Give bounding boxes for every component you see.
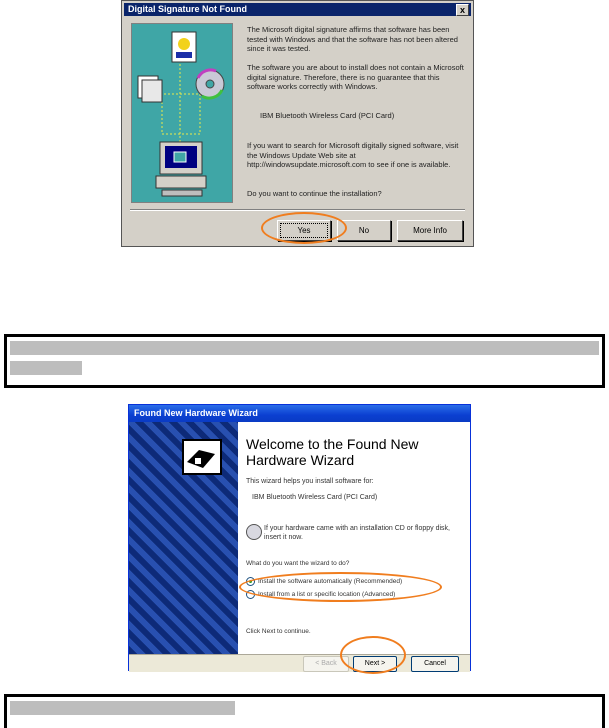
- wizard-question: What do you want the wizard to do?: [246, 560, 350, 567]
- instruction-line-shade: [10, 701, 235, 715]
- hardware-icon: [129, 422, 238, 654]
- wizard-intro-text: This wizard helps you install software for:: [246, 478, 374, 485]
- wizard-side-banner: [129, 422, 238, 654]
- wizard-title: Found New Hardware Wizard: [134, 408, 258, 418]
- yes-button-highlight: [261, 212, 347, 244]
- cd-insert-note: If your hardware came with an installation CD or floppy disk, insert it now.: [264, 525, 450, 541]
- wizard-title-bar: [129, 405, 470, 422]
- cancel-button[interactable]: Cancel: [411, 656, 459, 672]
- dialog-title-bar: [124, 3, 471, 16]
- instruction-line-shade: [10, 341, 599, 355]
- instruction-box-2: [4, 694, 605, 728]
- wizard-content-panel: [238, 422, 470, 654]
- instruction-box-1: [4, 334, 605, 388]
- device-name-text: IBM Bluetooth Wireless Card (PCI Card): [260, 111, 395, 120]
- next-button-highlight: [340, 636, 406, 674]
- installation-illustration: [131, 23, 233, 203]
- found-new-hardware-wizard: [128, 404, 471, 671]
- continue-question-text: Do you want to continue the installation?: [247, 189, 382, 198]
- close-button[interactable]: x: [456, 4, 469, 16]
- computer-disk-illustration: [132, 24, 232, 202]
- option-auto-label: Install the software automatically (Recommended): [258, 578, 403, 586]
- no-button[interactable]: No: [337, 220, 391, 241]
- wizard-device-name: IBM Bluetooth Wireless Card (PCI Card): [252, 494, 378, 501]
- auto-install-option-highlight: [239, 572, 442, 602]
- click-next-note: Click Next to continue.: [246, 628, 311, 635]
- yes-button[interactable]: Yes: [277, 220, 331, 241]
- digital-signature-dialog: [121, 0, 474, 247]
- windows-update-text: If you want to search for Microsoft digitally signed software, visit the Windows Update Web site at http://windowsupdate.microsoft.com to see if one is available.: [247, 141, 459, 169]
- signature-explanation-text: The Microsoft digital signature affirms that software has been tested with Windows and that the software has not been altered since it was tested.: [247, 25, 458, 53]
- back-button[interactable]: < Back: [303, 656, 349, 672]
- next-button[interactable]: Next >: [353, 656, 397, 672]
- option-manual-label: Install from a list or specific location (Advanced): [258, 591, 396, 599]
- dialog-title: Digital Signature Not Found: [128, 4, 247, 14]
- instruction-line-shade: [10, 361, 82, 375]
- more-info-button[interactable]: More Info: [397, 220, 463, 241]
- no-signature-warning-text: The software you are about to install does not contain a Microsoft digital signature. Therefore, there is no guarantee that this software works correctly with Windows.: [247, 63, 464, 91]
- wizard-heading: Welcome to the Found New Hardware Wizard: [246, 436, 419, 468]
- dialog-divider: [130, 209, 465, 211]
- wizard-button-bar: [129, 654, 470, 672]
- cd-icon: [246, 524, 262, 540]
